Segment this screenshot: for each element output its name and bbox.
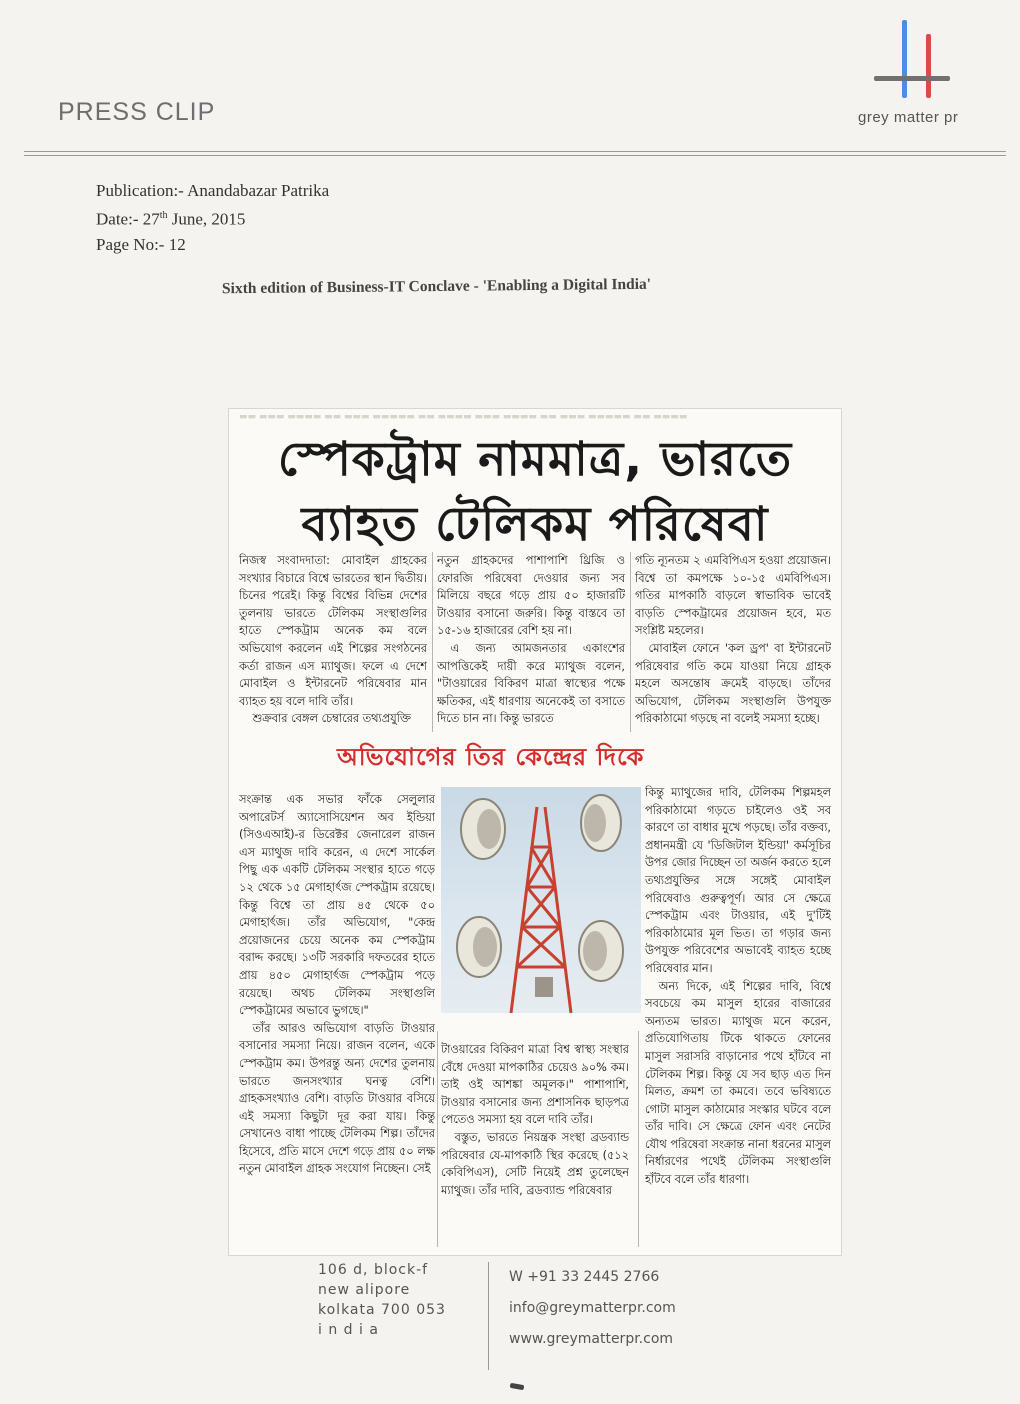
header-divider: [24, 151, 1006, 152]
newspaper-clipping: [228, 408, 842, 1256]
headline-line-1: স্পেকট্রাম নামমাত্র, ভারতে: [277, 432, 793, 487]
date-line: Date:- 27th June, 2015: [96, 209, 246, 229]
press-clip-title: PRESS CLIP: [58, 98, 216, 126]
column-divider: [630, 552, 631, 732]
contact-divider: [488, 1262, 489, 1370]
header-divider-2: [24, 155, 1006, 156]
brand-name: grey matter pr: [858, 109, 959, 126]
article-column-3-top: গতি ন্যূনতম ২ এমবিপিএস হওয়া প্রয়োজন। বিশ্বে তা কমপক্ষে ১০-১৫ এমবিপিএস। গতির মাপকাঠি বাড়লে স্বাভাবিক ভাবেই বাড়তি স্পেকট্রামের প্রয়োজন হবে, মত সংশ্লিষ্ট মহলের। মোবাইল ফোনে 'কল ড্রপ' বা ইন্টারনেট পরিষেবার গতি কমে যাওয়া নিয়ে গ্রাহক মহলে অসন্তোষ ক্রমেই বাড়ছে। তাঁদের অভিযোগ, টেলিকম সংস্থাগুলি উপযুক্ত পরিকাঠামো গড়ছে না বলেই সমস্যা হচ্ছে।: [635, 554, 831, 726]
phone-number: W +91 33 2445 2766: [509, 1269, 660, 1285]
publication-info: [96, 178, 329, 257]
event-caption: Sixth edition of Business-IT Conclave - 'Enabling a Digital India': [221, 275, 652, 298]
grey-matter-logo-icon: [872, 20, 952, 110]
column-divider: [437, 1031, 438, 1247]
telecom-tower-icon: [441, 787, 641, 1013]
column-divider: [432, 552, 433, 732]
bleed-through-text: ▬▬ ▬▬▬ ▬▬▬▬ ▬▬ ▬▬▬ ▬▬▬▬▬ ▬▬ ▬▬▬▬ ▬▬▬ ▬▬▬▬ ▬▬ ▬▬▬ ▬▬▬▬▬ ▬▬ ▬▬▬▬: [239, 412, 688, 422]
page-number-line: Page No:- 12: [96, 234, 186, 254]
address-block: 106 d, block-f new alipore kolkata 700 053 i n d i a: [318, 1262, 446, 1338]
article-column-1-bottom: সংক্রান্ত এক সভার ফাঁকে সেলুলার অপারেটর্স অ্যাসোসিয়েশন অব ইন্ডিয়া (সিওএআই)-র ডিরেক্টর জেনারেল রাজন এস ম্যাথুজ দাবি করেন, এ দেশে সার্কেল পিছু এক একটি টেলিকম সংস্থার হাতে গড়ে ১২ থেকে ১৫ মেগাহার্ৎজ স্পেকট্রাম রয়েছে। কিন্তু বিশ্বে তা প্রায় ৪৫ থেকে ৫০ মেগাহার্ৎজ। তাঁর অভিযোগ, "কেন্দ্র প্রয়োজনের চেয়ে অনেক কম স্পেকট্রাম বরাদ্দ করছে। ১৩টি সরকারি দফতরের হাতে প্রায় ৪৫০ মেগাহার্ৎজ স্পেকট্রাম পড়ে রয়েছে। অথচ টেলিকম সংস্থাগুলি স্পেকট্রামের অভাবে ভুগছে।" তাঁর আরও অভিযোগ বাড়তি টাওয়ার বসানোর সমস্যা নিয়ে। রাজন বলেন, একে স্পেকট্রাম কম। উপরন্তু অন্য দেশের তুলনায় ভারতে জনসংখ্যার ঘনত্ব বেশি। গ্রাহকসংখ্যাও বেশি। বাড়তি টাওয়ার বসিয়ে এই সমস্যা কিছুটা দূর করা যায়। কিন্তু সেখানেও বাধা পাচ্ছে টেলিকম শিল্প। তাঁদের হিসেবে, প্রতি মাসে দেশে গড়ে প্রায় ৫০ লক্ষ নতুন মোবাইল গ্রাহক সংযোগ নিচ্ছেন। সেই: [239, 793, 435, 1176]
publication-line: Publication:- Anandabazar Patrika: [96, 181, 330, 200]
headline-line-2: ব্যাহত টেলিকম পরিষেবা: [301, 497, 769, 552]
website-link[interactable]: www.greymatterpr.com: [509, 1331, 674, 1347]
tower-photo: [441, 787, 641, 1013]
email-address[interactable]: info@greymatterpr.com: [509, 1300, 676, 1316]
article-column-2-top: নতুন গ্রাহকদের পাশাপাশি থ্রিজি ও ফোরজি পরিষেবা দেওয়ার জন্য সব মিলিয়ে বছরে গড়ে প্রায় ৫০ হাজারটি টাওয়ার বসানো জরুরি। কিন্তু বাস্তবে তা ১৫-১৬ হাজারের বেশি হয় না। এ জন্য আমজনতার একাংশের আপত্তিকেই দায়ী করে ম্যাথুজ বলেন, "টাওয়ারের বিকিরণ মাত্রা স্বাস্থ্যের পক্ষে ক্ষতিকর, এই ধারণায় অনেকেই তা বসাতে দিতে চান না। কিন্তু ভারতে: [437, 554, 625, 726]
article-column-3-bottom: কিন্তু ম্যাথুজের দাবি, টেলিকম শিল্পমহল পরিকাঠামো গড়তে চাইলেও ওই সব কারণে তা বাধার মুখে পড়ছে। তাঁর বক্তব্য, প্রধানমন্ত্রী যে 'ডিজিটাল ইন্ডিয়া' কর্মসূচির উপর জোর দিচ্ছেন তা অর্জন করতে হলে তথ্যপ্রযুক্তির সঙ্গে সঙ্গেই মোবাইল পরিষেবাও গুরুত্বপূর্ণ। আর সে ক্ষেত্রে স্পেকট্রাম এবং টাওয়ার, এই দু'টিই পরিকাঠামোর মূল ভিত। তা গড়ার জন্য উপযুক্ত পরিবেশের অভাবেই ব্যাহত হচ্ছে পরিষেবার মান। অন্য দিকে, এই শিল্পের দাবি, বিশ্বে সবচেয়ে কম মাসুল হারের বাজারের অন্যতম ভারত। ম্যাথুজ মনে করেন, প্রতিযোগিতায় টিকে থাকতে ফোনের মাসুল সরাসরি বাড়ানোর পথে হাঁটবে না টেলিকম শিল্প। কিন্তু যে সব ছাড় এত দিন মিলত, ক্রমশ তা কমবে। তবে ভবিষ্যতে গোটা মাসুল কাঠামোর সংস্কার ঘটবে বলে তাঁর দাবি। সে ক্ষেত্রে ফোন এবং নেটের যৌথ পরিষেবা সংক্রান্ত নানা ধরনের মাসুল নির্ধারণের পথেই টেলিকম সংস্থাগুলি হাঁটবে বলে তাঁর ধারণা।: [645, 786, 831, 1187]
article-column-1-top: নিজস্ব সংবাদদাতা: মোবাইল গ্রাহকের সংখ্যার বিচারে বিশ্বে ভারতের স্থান দ্বিতীয়। চিনের পরেই। কিন্তু বিশ্বের বিভিন্ন দেশের তুলনায় ভারতে টেলিকম সংস্থাগুলির হাতে স্পেকট্রাম অনেক কম বলে অভিযোগ করলেন এই শিল্পের সংগঠনের কর্তা রাজন এস ম্যাথুজ। ফলে এ দেশে মোবাইল ও ইন্টারনেট পরিষেবার মান ব্যাহত হয় বলে দাবি তাঁর। শুক্রবার বেঙ্গল চেম্বারের তথ্যপ্রযুক্তি: [239, 554, 427, 726]
article-column-2-bottom: টাওয়ারের বিকিরণ মাত্রা বিশ্ব স্বাস্থ্য সংস্থার বেঁধে দেওয়া মাপকাঠির চেয়েও ৯০% কম। তাই ওই আশঙ্কা অমূলক।" পাশাপাশি, টাওয়ার বসানোর জন্য প্রশাসনিক ছাড়পত্র পেতেও সমস্যা হয় বলে দাবি তাঁর। বস্তুত, ভারতে নিয়ন্ত্রক সংস্থা ব্রডব্যান্ড পরিষেবার যে-মাপকাঠি স্থির করেছে (৫১২ কেবিপিএস), সেটি নিয়েই প্রশ্ন তুলেছেন ম্যাথুজ। তাঁর দাবি, ব্রডব্যান্ড পরিষেবার: [441, 1043, 629, 1197]
contact-block: [509, 1262, 676, 1355]
article-subheading: অভিযোগের তির কেন্দ্রের দিকে: [337, 743, 645, 771]
scan-mark: [510, 1383, 525, 1390]
column-divider: [638, 1031, 639, 1247]
